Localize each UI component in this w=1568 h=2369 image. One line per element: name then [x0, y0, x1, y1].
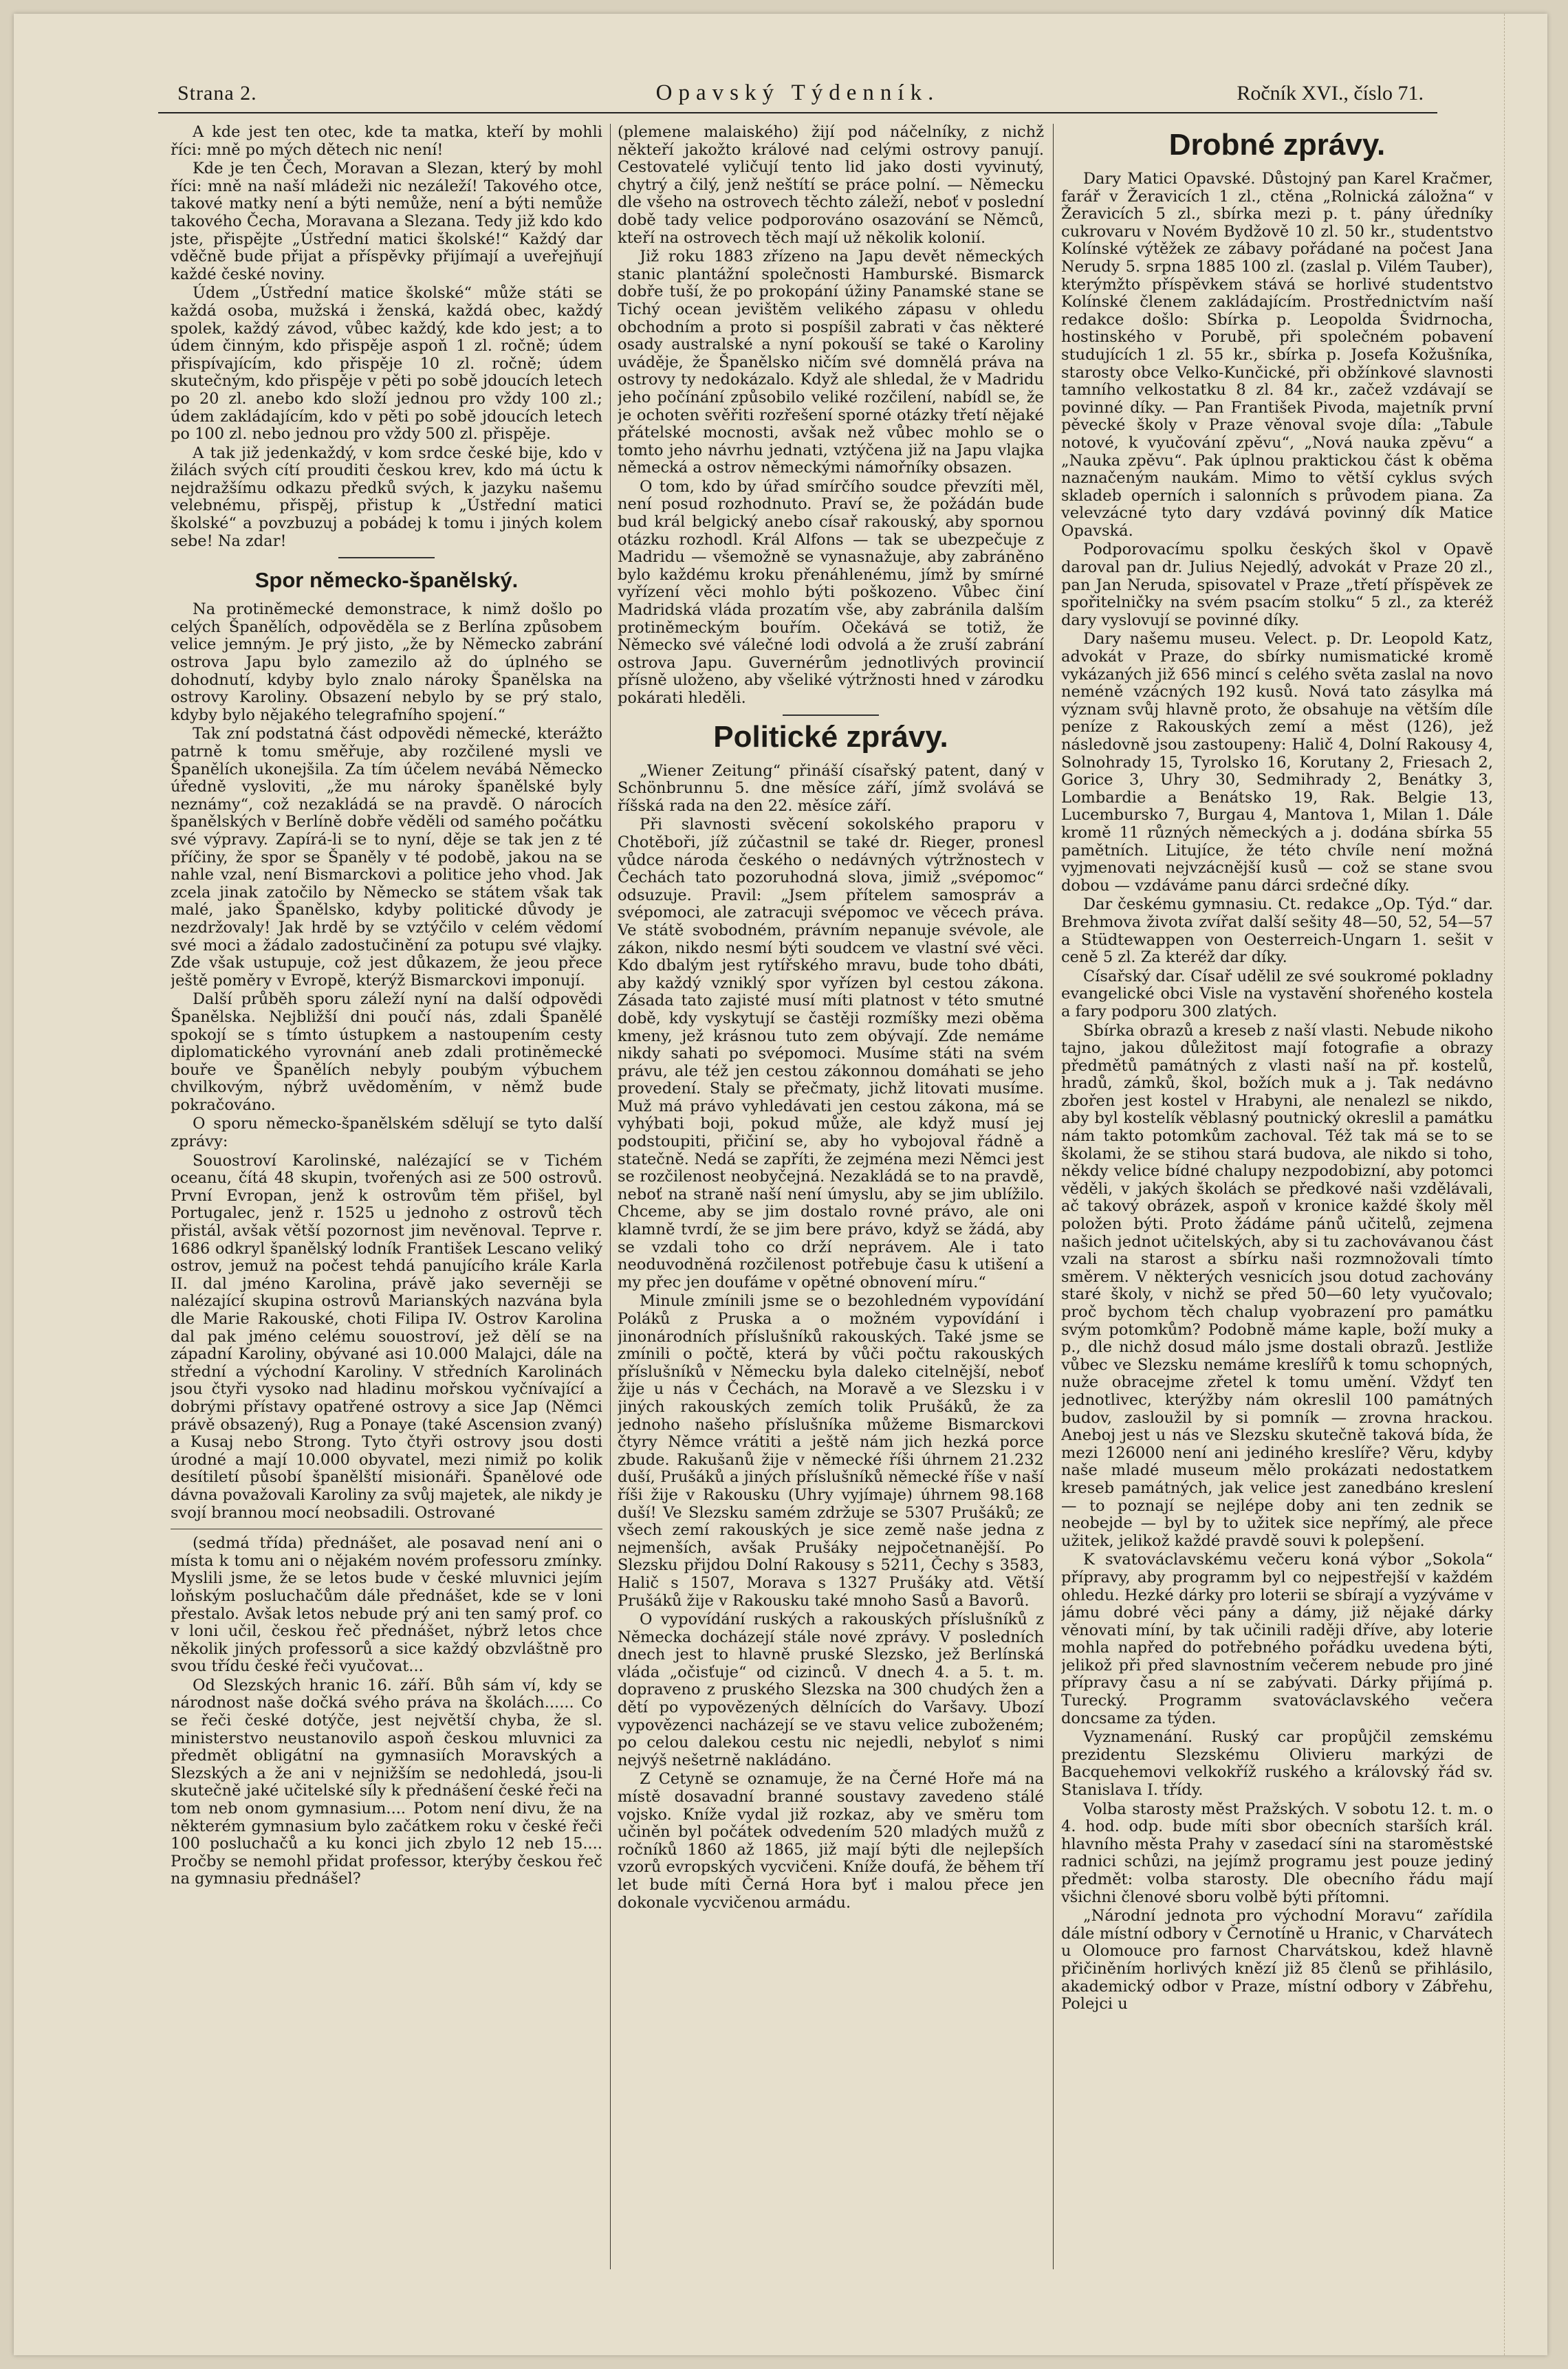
article-paragraph: Minule zmínili jsme se o bezohledném vypovídání Poláků z Pruska a o možném vypovídání i jinonárodních příslušníků rakouských. Také jsme se zmínili o počtě, která by vůči počtu rakouských příslušníků v Německu byla daleko citelnější, neboť žije u nás v Čechách, na Moravě a ve Slezsku i v jiných rakouských zemích tolik Prušáků, že za jednoho našeho příslušníka můžeme Bismarckovi čtyry Němce vrátiti a ještě nám jich hezká porce zbude. Rakušanů žije v německé říši úhrnem 21.232 duší, Prušáků a jiných příslušníků německé říše v naší říši žije v Rakousku (Uhry vyjímaje) úhrnem 98.168 duší! Ve Slezsku samém zdržuje se 5307 Prušáků; ze všech zemí rakouských je sice země naše jedna z nejmenších, avšak Prušáky nejpočetnanější. Po Slezsku přijdou Dolní Rakousy s 5211, Čechy s 3583, Halič s 1507, Morava s 1327 Prušáky atd. Větší Prušáků žije v Rakousku také mnoho Sasů a Bavorů.	[618, 1292, 1044, 1610]
article-paragraph: A kde jest ten otec, kde ta matka, kteří by mohli říci: mně po mých dětech nic není!	[171, 124, 602, 159]
article-paragraph: Další průběh sporu záleží nyní na další odpovědi Španělska. Nejbližší dni poučí nás, zdali Španělé spokojí se s tímto ústupkem a nastoupením cesty diplomatického vyrovnání aneb zdali protiněmecké bouře ve Španělích nebyly poubým výbuchem chvilkovým, nýbrž uvědoměním, v němž bude pokračováno.	[171, 990, 602, 1114]
news-item: Císařský dar. Císař udělil ze své soukromé pokladny evangelické obci Visle na vystavění shořeného kostela a fary podporu 300 zlatých.	[1061, 967, 1493, 1020]
page-edge	[1504, 14, 1532, 2355]
column-middle	[618, 124, 1044, 2262]
article-paragraph: Tak zní podstatná část odpovědi německé, kterážto patrně k tomu směřuje, aby rozčilené mysli ve Španělích ukonejšila. Za tím účelem nevábá Německo úředně vysloviti, „že mu nároky španělské byly neznámy“, což nezakládá se na pravdě. O nárocích španělských v Berlíně dobře věděli od samého počátku své výpravy. Zapírá-li se to nyní, děje se tak jen z té příčiny, že spor se Španěly v té podobě, jakou na se nahle vzal, není Bismarckovi a politice jeho vhod. Jak zcela jinak zatočilo by Německo se státem však tak malé, jako Španělsko, kdyby politické důvody je nezdržovaly! Jak hrdě by se vztýčilo v celém vědomí své moci a žádalo zadostučinění za potupu své vlajky. Zde však ustupuje, což jest důkazem, že jeou přece ještě poměry v Evropě, kterýž Bismarckovi imponují.	[171, 725, 602, 990]
article-paragraph: Z Cetyně se oznamuje, že na Černé Hoře má na místě dosavadní branné soustavy zavedeno stálé vojsko. Kníže vydal již rozkaz, aby ve směru tom učiněn byl počátek odvedením 520 mladých mužů z ročníků 1860 až 1865, již mají býti dle nejlepších vzorů evropských vycvičeni. Kníže doufá, že během tří let bude míti Černá Hora byť i malou přece jen dokonale vycvičenou armádu.	[618, 1770, 1044, 1912]
article-paragraph: (plemene malaiského) žijí pod náčelníky, z nichž někteří jakožto králové nad celými ostrovy panují. Cestovatelé vyličují tento lid jako dosti vyvinutý, chytrý a čilý, jenž neštítí se práce polní. — Německu dle všeho na ostrovech těchto záleží, neboť v poslední době tady velice podporováno osazování se Němců, kteří na ostrovech těch mají už několik kolonií.	[618, 124, 1044, 247]
news-item: K svatováclavskému večeru koná výbor „Sokola“ přípravy, aby programm byl co nejpestřejší v každém ohledu. Hezké dárky pro loterii se sbírají a vyzýváme v jámu dobré věci pány a dámy, již nějaké dárky věnovati míní, by tak učinili raději dříve, aby loterie mohla napřed do potřebného pořádku uvedena býti, jelikož při před slavnostním večerem nebude pro jiné přípravy času a ní se zabývati. Dárky přijímá p. Turecký. Programm svatováclavského večera doncsame za týden.	[1061, 1551, 1493, 1727]
news-item: Vyznamenání. Ruský car propůjčil zemskému prezidentu Slezskému Olivieru markýzi de Bacquehemovi velkokříž ruského a královský řád sv. Stanislava I. třídy.	[1061, 1728, 1493, 1800]
section-heading-politicke: Politické zprávy.	[713, 719, 948, 754]
newspaper-title: Opavský Týdenník.	[655, 80, 940, 105]
news-item: Dary Matici Opavské. Důstojný pan Karel Kračmer, farář v Žeravicích 1 zl., ctěna „Rolnická záložna“ v Žeravicích 5 zl., sbírka mezi p. t. pány úředníky cukrovaru v Novém Bydžově 10 zl. 50 kr., studentstvo Kolínské výtěžek ze zábavy pořádané na počest Jana Nerudy 5. srpna 1885 100 zl. (zaslal p. Vilém Tauber), kterýmžto příspěvkem stává se horlivé studentstvo Kolínské členem zakládajícím. Prostřednictvím naší redakce došlo: Sbírka p. Leopolda Švidrnocha, hostinského v Porubě, při společném pobavení studujících 1 zl. 55 kr., sbírka p. Josefa Kožušníka, starosty obce Velko-Kunčické, při obžínkové slavnosti tamního velkostatku 8 zl. 84 kr., začež vzdávají se povinné díky. — Pan František Pivoda, majetník první pěvecké školy v Praze věnoval svoje díla: „Tabule notové, k vyučování zpěvu“, „Nová nauka zpěvu“ a „Nauka zpěvu“. Pak úplnou praktickou část k oběma naznačeným naukám. Mimo to větší cyklus svých skladeb operních i salonních s průvodem piana. Za velevzácné tyto dary vzdává povinný dík Matice Opavská.	[1061, 170, 1493, 540]
article-paragraph: A tak již jedenkaždý, v kom srdce české bije, kdo v žilách svých cítí prouditi českou krev, kdo má úctu k nejdražšímu odkazu předků svých, k jazyku našemu velebnému, přispěj, přistup k „Ústřední matici školské“ a povzbuzuj a pobádej k tomu i jiných kolem sebe! Na zdar!	[171, 444, 602, 550]
article-paragraph: Údem „Ústřední matice školské“ může státi se každá osoba, mužská i ženská, každá obec, každý spolek, každý závod, vůbec každý, kde kdo jest; a to údem činným, kdo přispěje aspoň 1 zl. ročně; údem přispívajícím, kdo přispěje 10 zl. ročně; údem skutečným, kdo přispěje v pěti po sobě jdoucích letech po 20 zl. anebo kdo složí jednou pro vždy 100 zl.; údem zakládajícím, kdo v pěti po sobě jdoucích letech po 100 zl. nebo jednou pro vždy 500 zl. přispěje.	[171, 284, 602, 444]
article-paragraph: O tom, kdo by úřad smírčího soudce převzíti měl, není posud rozhodnuto. Praví se, že požádán bude bud král belgický anebo císař rakouský, aby spornou otázku rozhodl. Král Alfons — tak se ubezpečuje z Madridu — všemožně se vynasnažuje, aby zabráněno bylo každému kroku přenáhlenému, jímž by smírné vyřízení věci mohlo býti poškozeno. Vůbec činí Madridská vláda prozatím vše, aby zabránila dalším protiněmeckým bouřím. Očekává se totiž, že Německo své válečné lodi odvolá a že zruší zabrání ostrova Japu. Guvernérům jednotlivých provincií přísně uloženo, aby všeliké výtržnosti hned v zárodku pokárati hleděli.	[618, 477, 1044, 707]
volume-issue: Ročník XVI., číslo 71.	[1237, 82, 1424, 105]
article-paragraph: (sedmá třída) přednášet, ale posavad není ani o místa k tomu ani o nějakém novém professoru zmínky. Myslili jsme, že se letos bude v české mluvnici jejím loňským posluchačům dále přednášet, kde se v loni přestalo. Avšak letos nebude prý ani ten samý prof. co v loni učil, českou řeč přednášet, nýbrž letos chce několik jiných professorů a sice každý obzvláštně pro svou třídu české řeči vyučovat...	[171, 1534, 602, 1676]
news-item: Dar českému gymnasiu. Ct. redakce „Op. Týd.“ dar. Brehmova života zvířat další sešity 48—50, 52, 54—57 a Stüdtewappen von Oesterreich-Ungarn 1. sešit v ceně 5 zl. Za kteréž dar díky.	[1061, 895, 1493, 967]
article-paragraph: O sporu německo-španělském sdělují se tyto další zprávy:	[171, 1115, 602, 1151]
article-paragraph: O vypovídání ruských a rakouských příslušníků z Německa docházejí stále nové zprávy. V posledních dnech jest to hlavně pruské Slezsko, jež Berlínská vláda „očisťuje“ od cizinců. V dnech 4. a 5. t. m. dopraveno z pruského Slezska na 300 chudých žen a dětí po vypovězených dělnících do Varšavy. Ubozí vypovězenci nacházejí se ve stavu velice zuboženém; po celou dalekou cestu nic nejedli, nebyloť s nimi nejvýš nešetrně nakládáno.	[618, 1611, 1044, 1769]
page-number: Strana 2.	[177, 82, 257, 105]
news-item: Podporovacímu spolku českých škol v Opavě daroval pan dr. Julius Nejedlý, advokát v Praze 20 zl., pan Jan Neruda, spisovatel v Praze „třetí příspěvek ze spořitelničky na svém psacím stolku“ 5 zl., za kteréž dary vyslovují se povinné díky.	[1061, 541, 1493, 629]
newspaper-page	[14, 14, 1547, 2355]
section-heading-drobne: Drobné zprávy.	[1168, 128, 1386, 162]
article-paragraph: Již roku 1883 zřízeno na Japu devět německých stanic plantážní společnosti Hamburské. Bismarck dobře tuší, že po prokopání úžiny Panamské stane se Tichý ocean jevištěm velikého zápasu v ohledu obchodním a proto si pospíšil zabrati v čas některé osady australské a nyní pokouší se také o Karoliny uváděje, že Španělsko ničím své domnělá práva na ostrovy ty nedokázalo. Když ale shledal, že v Madridu jeho počínání způsobilo veliké rozčilení, nabídl se, že je ochoten svěřiti rozřešení sporné otázky třetí nějaké přátelské mocnosti, avšak než vůbec mohlo se o tomto jeho návrhu jednati, vztýčena již na Japu vlajka německá a ostrov německými námořníky obsazen.	[618, 248, 1044, 477]
article-paragraph: Na protiněmecké demonstrace, k nimž došlo po celých Španělích, odpověděla se z Berlína způsobem velice jemným. Je prý jisto, „že by Německo zabrání ostrova Japu bylo zamezilo až do úplného se dohodnutí, kdyby bylo znalo nároky Španělska na ostrovy Karoliny. Obsazení nebylo by se prý stalo, kdyby bylo nějakého telegrafního spojení.“	[171, 600, 602, 724]
column-rule-1	[610, 124, 611, 2269]
column-right	[1061, 124, 1493, 2262]
masthead	[158, 79, 1437, 113]
column-rule-2	[1053, 124, 1054, 2269]
section-heading-spor: Spor německo-španělský.	[254, 568, 519, 593]
article-paragraph: Souostroví Karolinské, nalézající se v Tichém oceanu, čítá 48 skupin, tvořených asi ze 500 ostrovů. První Evropan, jenž k ostrovům těm přišel, byl Portugalec, jenž r. 1525 u jednoho z ostrovů těch přistál, avšak větší pozornost jim nevěnoval. Teprve r. 1686 odkryl španělský lodník František Lescano veliký ostrov, jemuž na počest tehdá panujícího krále Karla II. dal jméno Karolina, právě jako severněji se nalézající skupina ostrovů Marianských nazvána byla dle Marie Rakouské, choti Filipa IV. Ostrov Karolina dal pak jméno celému souostroví, jež dělí se na západní Karoliny, obývané asi 10.000 Malajci, dále na střední a východní Karoliny. V středních Karolinách jsou čtyři vysoko nad hladinu mořskou vyčnívající a dobrými přístavy opatřené ostrovy a sice Jap (Němci právě obsazený), Rug a Ponaye (také Ascension zvaný) a Kusaj nebo Strong. Tyto čtyři ostrovy jsou dosti úrodné a mají 10.000 obyvatel, mezi nimiž po kolik desítiletí působí španělští misionáři. Španělové ode dávna považovali Karoliny za svůj majetek, ale nikdy je svojí brannou mocí neobsadili. Ostrované	[171, 1151, 602, 1522]
news-item: Dary našemu museu. Velect. p. Dr. Leopold Katz, advokát v Praze, do sbírky numismatické kromě vykázaných již 656 mincí s celého světa zaslal na novo neméně vzácných 192 kusů. Nová tato zásylka má význam svůj hlavně proto, že obsahuje na větším díle peníze z Rakouských zemí a měst (126), jež následovně jsou zastoupeny: Halič 4, Dolní Rakousy 4, Solnohrady 15, Tyrolsko 16, Korutany 2, Friesach 2, Gorice 3, Uhry 30, Sedmihrady 2, Benátky 3, Lombardie a Benátsko 19, Rak. Belgie 13, Lucembursko 7, Burgau 4, Mantova 1, Milan 1. Dále kromě 11 různých německých a j. dodána sbírka 55 pamětních. Litujíce, že této chvíle není možná vyjmenovati nejvzácnější kusů — což se stane svou dobou — vzdáváme panu dárci srdečné díky.	[1061, 630, 1493, 895]
news-item: Volba starosty měst Pražských. V sobotu 12. t. m. o 4. hod. odp. bude míti sbor obecních starších král. hlavního města Prahy v zasedací síni na staroměstské radnici schůzi, na jejímž programu jest pouze jediný předmět: volba starosty. Dle obecního řádu mají všichni členové sboru volbě býti přítomni.	[1061, 1800, 1493, 1906]
article-paragraph: „Wiener Zeitung“ přináší císařský patent, daný v Schönbrunnu 5. dne měsíce září, jímž svolává se říšská rada na den 22. měsíce září.	[618, 761, 1044, 815]
column-left	[171, 124, 602, 2262]
news-item: „Národní jednota pro východní Moravu“ zařídila dále místní odbory v Černotíně u Hranic, v Charvátech u Olomouce pro farnost Charvátskou, kdež hlavně přičiněním horlivých knězí již 85 členů se přihlásilo, akademický odbor v Praze, místní odbory v Zábřehu, Polejci u	[1061, 1907, 1493, 2013]
news-item: Sbírka obrazů a kreseb z naší vlasti. Nebude nikoho tajno, jakou důležitost mají fotografie a obrazy předmětů památných z vlasti naší na př. kostelů, hradů, zámků, škol, božích muk a j. Tak nedávno zbořen jest kostel v Hrabyni, ale nenalezl se nikdo, aby byl kostelík věblasný poutnický okreslil a památku nám takto potomkům zachoval. Též tak má se to se školami, že se stihou stará budova, ale nikdo si toho, někdy velice bídné chalupy nezpodobizní, aby potomci věděli, v jakých školách se předkové naši vzdělávali, ač takový obrázek, aspoň v kronice každé školy měl položen býti. Proto žádáme pánů učitelů, zejmena našich jednot učitelských, aby si tu zachovávanou část vzali na starost a sbírku naši rozmnožovali tímto směrem. V některých vesnicích jsou dotud zachovány staré školy, v nichž se před 50—60 lety vyučovalo; proč bychom těch chalup vyobrazení pro památku svým potomkům? Podobně máme kaple, boží muky a p., dle nichž dosud málo jsme dostali obrazů. Jestliže vůbec ve Slezsku nemáme kreslířů k tomu schopných, nuže obracejme zřetel k tomu umění. Vždyť ten jednotlivec, kterýžby nám okreslil 100 památných budov, zasloužil by si pomník — zrovna hrackou. Aneboj jest u nás ve Slezsku skutečně taková bída, že mezi 126000 není ani jediného kreslíře? Věru, kdyby naše mladé museum mělo prokázati nedostatkem kreseb památných, jak velice jest zanedbáno kreslení — to poznají se nejlépe doby ani ten zednik se neobejde — byl by to užitek sice nepřímý, ale přece užitek, jelikož každé pravdě souvi k polepšení.	[1061, 1021, 1493, 1550]
section-separator	[338, 557, 435, 558]
article-paragraph: Při slavnosti svěcení sokolského praporu v Chotěboři, jíž zúčastnil se také dr. Rieger, pronesl vůdce národa českého o nedávných výtržnostech v Čechách tato pozoruhodná slova, jimiž „svépomoc“ odsuzuje. Pravil: „Jsem přítelem samospráv a svépomoci, ale zatracuji svépomoc ve věcech práva. Ve státě svobodném, právním nepanuje svévole, ale zákon, nikdo nesmí býti soudcem ve vlastní své věci. Kdo dbalým jest rytířského mravu, bude toho dbáti, aby každý vzniklý spor vyřízen byl cestou zákona. Zásada tato zajisté musí míti platnost v této smutné době, kdy vyskytují se častěji rozmíšky mezi oběma kmeny, jež krásnou tuto zem obývají. Zde nemáme nikdy sahati po svépomoci. Musíme státi na svém právu, ale též jen cestou zákonnou domáhati se jeho provedení. Staly se přečmaty, jichž litovati musíme. Muž má právo vyhledávati jen cestou zákona, má se vyhýbati boji, pokud může, ale když musí jej podstoupiti, přičiní se, aby ho vybojoval řádně a statečně. Nedá se zapříti, že zejména mezi Němci jest se rozčilenost neobyčejná. Nezakládá se to na pravdě, neboť na straně naší není úmyslu, aby se jim ublížilo. Chceme, aby se jim dostalo rovné právo, ale oni klamně tvrdí, že se jim bere právo, když se žádá, aby se vzdali toho co drží neprávem. Ale i tato neoduvodněná rozčilenost potřebuje času k utišení a my přec jen doufáme v opětné obnovení míru.“	[618, 816, 1044, 1291]
section-separator	[783, 714, 879, 716]
article-paragraph: Kde je ten Čech, Moravan a Slezan, který by mohl říci: mně na naší mládeži nic nezáleží! Takového otce, takové matky není a býti nemůže, není a býti nemůže takového Čecha, Moravana a Slezana. Tedy již kdo kdo jste, přispějte „Ústřední matici školské!“ Každý dar vděčně bude přijat a příspěvky přijímají a uveřejňují každé české noviny.	[171, 160, 602, 283]
article-paragraph: Od Slezských hranic 16. září. Bůh sám ví, kdy se národnost naše dočká svého práva na školách...... Co se řeči české dotýče, jest největší chyba, že sl. ministerstvo neustanovilo aspoň českou mluvnici za předmět obligátní na gymnasiích Moravských a Slezských a že ani v nejnižším se nedohledá, jsou-li skutečně jaké učitelské síly k přednášení české řeči na tom neb onom gymnasium.... Potom není divu, že na některém gymnasium bylo začátkem roku v české řeči 100 posluchačů a ku konci jich zbylo 12 neb 15.... Pročby se nemohl přidat professor, kterýby českou řeč na gymnasiu přednášel?	[171, 1676, 602, 1888]
